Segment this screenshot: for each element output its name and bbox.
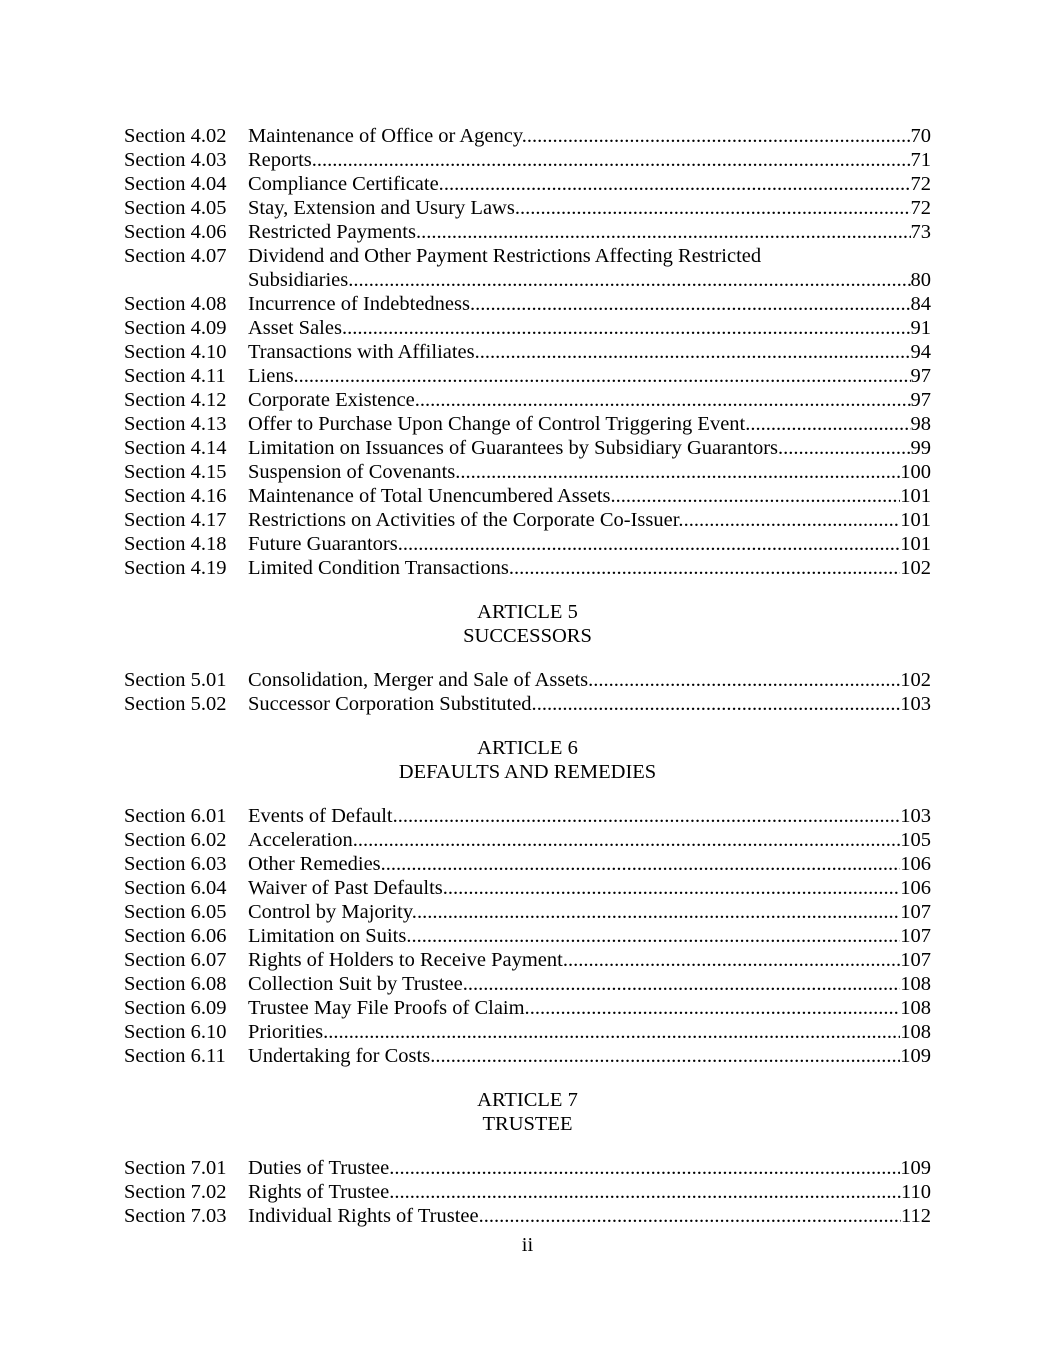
entry-body <box>248 948 931 972</box>
section-number: Section 7.02 <box>124 1181 227 1203</box>
article-number: ARTICLE 5 <box>477 601 578 623</box>
entry-body <box>248 292 931 316</box>
dot-leader <box>684 508 901 532</box>
section-number: Section 6.08 <box>124 973 227 995</box>
entry-body <box>248 388 931 412</box>
toc-entry[interactable] <box>124 996 931 1020</box>
page-ref: 103 <box>900 805 931 827</box>
dot-leader <box>411 924 900 948</box>
table-of-contents <box>124 124 931 1228</box>
section-number: Section 7.01 <box>124 1157 227 1179</box>
entry-title: Rights of Holders to Receive Payment. <box>248 949 568 971</box>
entry-line <box>248 508 931 532</box>
toc-entry[interactable] <box>124 364 931 388</box>
section-number: Section 4.04 <box>124 173 227 195</box>
entry-body <box>248 924 931 948</box>
entry-body <box>248 244 931 292</box>
entry-title: Future Guarantors. <box>248 533 403 555</box>
page-ref: 101 <box>900 485 931 507</box>
entry-body <box>248 1044 931 1068</box>
entry-title: Control by Majority. <box>248 901 417 923</box>
entry-body <box>248 436 931 460</box>
page-ref: 101 <box>900 533 931 555</box>
section-number: Section 4.13 <box>124 413 227 435</box>
dot-leader <box>616 484 901 508</box>
entry-title: Rights of Trustee. <box>248 1181 395 1203</box>
dot-leader <box>394 1156 900 1180</box>
toc-entry[interactable] <box>124 972 931 996</box>
dot-leader <box>568 948 900 972</box>
entry-title: Restrictions on Activities of the Corporate Co-Issuer. <box>248 509 684 531</box>
section-number: Section 5.01 <box>124 669 227 691</box>
toc-entry[interactable] <box>124 196 931 220</box>
article-heading <box>124 600 931 648</box>
toc-entry[interactable] <box>124 532 931 556</box>
entry-line <box>248 196 931 220</box>
entry-body <box>248 692 931 716</box>
entry-line <box>248 900 931 924</box>
entry-title: Compliance Certificate. <box>248 173 444 195</box>
article-title: DEFAULTS AND REMEDIES <box>398 761 657 783</box>
dot-leader <box>403 532 900 556</box>
section-number: Section 4.14 <box>124 437 227 459</box>
article-number: ARTICLE 6 <box>477 737 578 759</box>
toc-entry[interactable] <box>124 412 931 436</box>
section-number: Section 5.02 <box>124 693 227 715</box>
page-ref: 99 <box>910 437 931 459</box>
dot-leader <box>484 1204 901 1228</box>
dot-leader <box>537 692 901 716</box>
entry-line <box>248 460 931 484</box>
page-ref: 103 <box>900 693 931 715</box>
entry-title: Offer to Purchase Upon Change of Control Triggering Event. <box>248 413 751 435</box>
article-title: TRUSTEE <box>482 1113 573 1135</box>
article-heading <box>124 1088 931 1136</box>
page-ref: 112 <box>901 1205 931 1227</box>
page-ref: 107 <box>900 901 931 923</box>
entry-line <box>248 412 931 436</box>
page-ref: 100 <box>900 461 931 483</box>
toc-entry[interactable] <box>124 1180 931 1204</box>
entry-line <box>248 1180 931 1204</box>
dot-leader <box>480 340 911 364</box>
page-ref: 105 <box>900 829 931 851</box>
entry-line <box>248 436 931 460</box>
dot-leader <box>475 292 910 316</box>
page-ref: 108 <box>900 973 931 995</box>
section-number: Section 4.19 <box>124 557 227 579</box>
section-number: Section 4.18 <box>124 533 227 555</box>
dot-leader <box>328 1020 900 1044</box>
entry-title: Consolidation, Merger and Sale of Assets. <box>248 669 594 691</box>
entry-title: Collection Suit by Trustee. <box>248 973 468 995</box>
dot-leader <box>421 220 910 244</box>
dot-leader <box>347 316 910 340</box>
entry-body <box>248 460 931 484</box>
toc-entry[interactable] <box>124 172 931 196</box>
page-ref: 70 <box>910 125 931 147</box>
entry-line <box>248 924 931 948</box>
section-number: Section 4.10 <box>124 341 227 363</box>
page-ref: 101 <box>900 509 931 531</box>
entry-line <box>248 388 931 412</box>
entry-title: Incurrence of Indebtedness. <box>248 293 476 315</box>
entry-title: Corporate Existence. <box>248 389 420 411</box>
entry-title: Dividend and Other Payment Restrictions Affecting Restricted <box>248 245 762 267</box>
entry-line <box>248 124 931 148</box>
section-number: Section 6.06 <box>124 925 227 947</box>
section-number: Section 6.11 <box>124 1045 226 1067</box>
entry-line <box>248 972 931 996</box>
entry-title: Stay, Extension and Usury Laws. <box>248 197 520 219</box>
entry-body <box>248 900 931 924</box>
entry-line <box>248 996 931 1020</box>
dot-leader <box>386 852 900 876</box>
entry-line <box>248 692 931 716</box>
section-number: Section 4.07 <box>124 245 227 267</box>
toc-entry[interactable] <box>124 1044 931 1068</box>
dot-leader <box>527 124 911 148</box>
toc-entry[interactable] <box>124 1156 931 1180</box>
entry-line <box>248 804 931 828</box>
toc-entry[interactable] <box>124 852 931 876</box>
entry-line <box>248 172 931 196</box>
dot-leader <box>398 804 901 828</box>
entry-title: Limitation on Suits. <box>248 925 412 947</box>
toc-entry[interactable] <box>124 340 931 364</box>
entry-body <box>248 1180 931 1204</box>
section-number: Section 4.17 <box>124 509 227 531</box>
entry-line <box>248 852 931 876</box>
dot-leader <box>420 388 911 412</box>
entry-body <box>248 828 931 852</box>
section-number: Section 7.03 <box>124 1205 227 1227</box>
entry-line <box>248 876 931 900</box>
entry-line <box>248 1204 931 1228</box>
toc-entry[interactable] <box>124 556 931 580</box>
entry-line <box>248 828 931 852</box>
entry-title: Trustee May File Proofs of Claim. <box>248 997 530 1019</box>
toc-entry[interactable] <box>124 124 931 148</box>
toc-entry[interactable] <box>124 508 931 532</box>
toc-entry[interactable] <box>124 828 931 852</box>
entry-body <box>248 220 931 244</box>
dot-leader <box>514 556 900 580</box>
toc-list <box>124 668 931 716</box>
entry-body <box>248 172 931 196</box>
page-ref: 73 <box>910 221 931 243</box>
entry-body <box>248 484 931 508</box>
entry-body <box>248 804 931 828</box>
toc-entry[interactable] <box>124 316 931 340</box>
toc-entry[interactable] <box>124 1020 931 1044</box>
page-ref: 80 <box>910 269 931 291</box>
section-number: Section 4.06 <box>124 221 227 243</box>
entry-title: Subsidiaries. <box>248 269 354 291</box>
page-ref: 109 <box>900 1157 931 1179</box>
page-ref: 102 <box>900 669 931 691</box>
page-ref: 71 <box>910 149 931 171</box>
section-number: Section 4.03 <box>124 149 227 171</box>
page-ref: 91 <box>910 317 931 339</box>
entry-body <box>248 148 931 172</box>
toc-entry[interactable] <box>124 292 931 316</box>
section-number: Section 4.16 <box>124 485 227 507</box>
entry-line <box>248 668 931 692</box>
section-number: Section 6.01 <box>124 805 227 827</box>
entry-title: Maintenance of Office or Agency. <box>248 125 527 147</box>
section-number: Section 4.05 <box>124 197 227 219</box>
entry-line <box>248 316 931 340</box>
toc-list <box>124 124 931 580</box>
section-number: Section 6.02 <box>124 829 227 851</box>
article-title: SUCCESSORS <box>463 625 592 647</box>
dot-leader <box>750 412 910 436</box>
entry-title: Asset Sales. <box>248 317 348 339</box>
entry-body <box>248 1204 931 1228</box>
entry-line <box>248 1020 931 1044</box>
entry-title: Successor Corporation Substituted. <box>248 693 537 715</box>
page-ref: 102 <box>900 557 931 579</box>
entry-title: Liens. <box>248 365 299 387</box>
dot-leader <box>417 900 900 924</box>
entry-line <box>248 556 931 580</box>
entry-line <box>248 484 931 508</box>
entry-body <box>248 124 931 148</box>
entry-title: Acceleration. <box>248 829 358 851</box>
entry-title-line <box>248 244 931 268</box>
entry-title: Limitation on Issuances of Guarantees by Subsidiary Guarantors. <box>248 437 784 459</box>
dot-leader <box>448 876 900 900</box>
toc-entry[interactable] <box>124 668 931 692</box>
entry-line <box>248 948 931 972</box>
section-number: Section 6.09 <box>124 997 227 1019</box>
section-number: Section 6.07 <box>124 949 227 971</box>
entry-body <box>248 876 931 900</box>
section-number: Section 4.15 <box>124 461 227 483</box>
page-ref: 106 <box>900 853 931 875</box>
entry-body <box>248 556 931 580</box>
entry-body <box>248 668 931 692</box>
entry-line <box>248 1156 931 1180</box>
entry-title: Maintenance of Total Unencumbered Assets. <box>248 485 616 507</box>
dot-leader <box>460 460 900 484</box>
entry-body <box>248 364 931 388</box>
entry-title: Other Remedies. <box>248 853 386 875</box>
entry-body <box>248 1020 931 1044</box>
toc-list <box>124 804 931 1068</box>
entry-body <box>248 1156 931 1180</box>
page-ref: 94 <box>910 341 931 363</box>
section-number: Section 6.05 <box>124 901 227 923</box>
entry-title: Individual Rights of Trustee. <box>248 1205 484 1227</box>
entry-body <box>248 852 931 876</box>
toc-entry[interactable] <box>124 148 931 172</box>
entry-line <box>248 532 931 556</box>
entry-title: Duties of Trustee. <box>248 1157 395 1179</box>
dot-leader <box>358 828 900 852</box>
entry-body <box>248 196 931 220</box>
entry-line <box>248 220 931 244</box>
dot-leader <box>353 268 910 292</box>
entry-body <box>248 340 931 364</box>
dot-leader <box>468 972 900 996</box>
page-ref: 109 <box>900 1045 931 1067</box>
toc-entry[interactable] <box>124 436 931 460</box>
entry-body <box>248 316 931 340</box>
entry-title: Reports. <box>248 149 317 171</box>
toc-entry[interactable] <box>124 460 931 484</box>
toc-entry[interactable] <box>124 804 931 828</box>
entry-body <box>248 972 931 996</box>
toc-entry[interactable] <box>124 484 931 508</box>
toc-entry[interactable] <box>124 924 931 948</box>
toc-entry[interactable] <box>124 692 931 716</box>
dot-leader <box>299 364 911 388</box>
entry-body <box>248 996 931 1020</box>
page-ref: 97 <box>910 389 931 411</box>
page-ref: 72 <box>910 173 931 195</box>
entry-line <box>248 1044 931 1068</box>
toc-entry[interactable] <box>124 948 931 972</box>
dot-leader <box>435 1044 900 1068</box>
page-ref: 107 <box>900 925 931 947</box>
entry-line <box>248 340 931 364</box>
toc-entry[interactable] <box>124 220 931 244</box>
page-ref: 98 <box>910 413 931 435</box>
section-number: Section 6.03 <box>124 853 227 875</box>
toc-entry[interactable] <box>124 876 931 900</box>
section-number: Section 4.09 <box>124 317 227 339</box>
entry-title: Priorities. <box>248 1021 329 1043</box>
toc-entry[interactable] <box>124 388 931 412</box>
entry-title: Transactions with Affiliates. <box>248 341 480 363</box>
toc-entry[interactable] <box>124 244 931 292</box>
dot-leader <box>520 196 911 220</box>
entry-body <box>248 532 931 556</box>
section-number: Section 4.08 <box>124 293 227 315</box>
entry-title: Limited Condition Transactions. <box>248 557 514 579</box>
dot-leader <box>593 668 900 692</box>
dot-leader <box>394 1180 901 1204</box>
page-ref: 107 <box>900 949 931 971</box>
section-number: Section 6.10 <box>124 1021 227 1043</box>
dot-leader <box>783 436 910 460</box>
entry-body <box>248 412 931 436</box>
entry-title: Events of Default. <box>248 805 398 827</box>
entry-title: Undertaking for Costs. <box>248 1045 436 1067</box>
page-ref: 106 <box>900 877 931 899</box>
page-number: ii <box>521 1234 534 1256</box>
page-ref: 72 <box>910 197 931 219</box>
page-ref: 97 <box>910 365 931 387</box>
page-ref: 108 <box>900 997 931 1019</box>
toc-entry[interactable] <box>124 1204 931 1228</box>
entry-title: Suspension of Covenants. <box>248 461 461 483</box>
page-ref: 110 <box>901 1181 931 1203</box>
entry-line <box>248 292 931 316</box>
toc-list <box>124 1156 931 1228</box>
section-number: Section 4.02 <box>124 125 227 147</box>
page-ref: 108 <box>900 1021 931 1043</box>
section-number: Section 4.11 <box>124 365 226 387</box>
entry-line <box>248 268 931 292</box>
section-number: Section 6.04 <box>124 877 227 899</box>
entry-title: Restricted Payments. <box>248 221 422 243</box>
section-number: Section 4.12 <box>124 389 227 411</box>
entry-title: Waiver of Past Defaults. <box>248 877 448 899</box>
dot-leader <box>530 996 901 1020</box>
toc-entry[interactable] <box>124 900 931 924</box>
page-ref: 84 <box>910 293 931 315</box>
dot-leader <box>317 148 911 172</box>
article-number: ARTICLE 7 <box>477 1089 578 1111</box>
entry-line <box>248 364 931 388</box>
dot-leader <box>444 172 911 196</box>
article-heading <box>124 736 931 784</box>
entry-line <box>248 148 931 172</box>
entry-body <box>248 508 931 532</box>
